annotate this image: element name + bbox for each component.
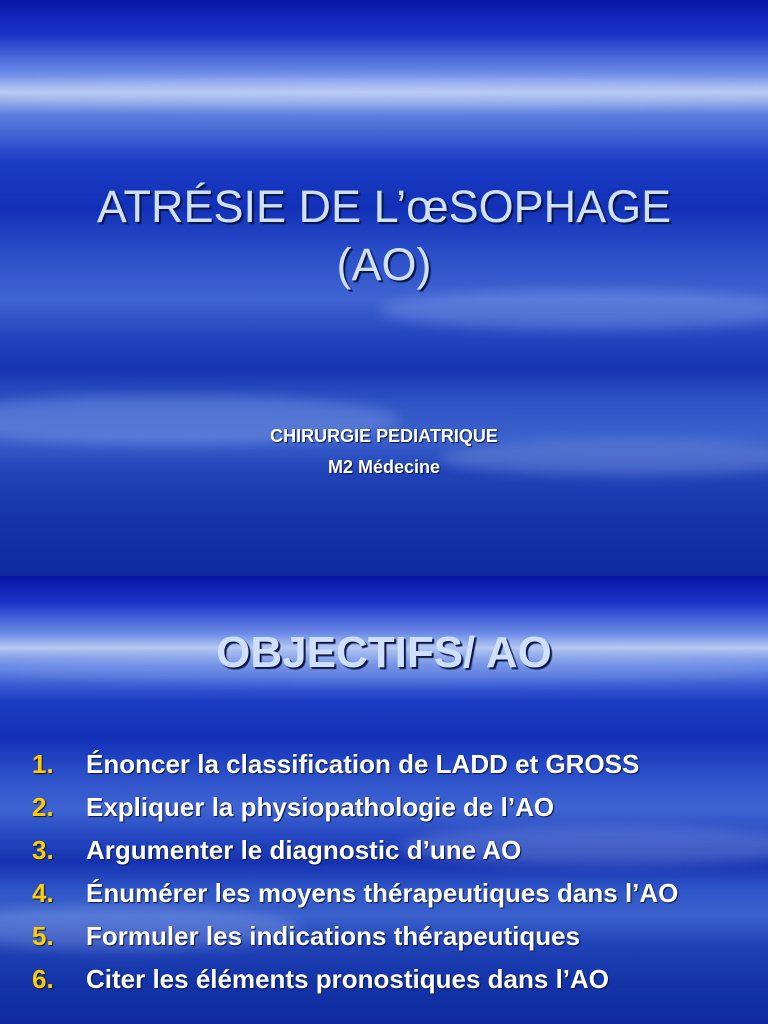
item-text: Énoncer la classification de LADD et GROSS [86,749,640,779]
list-item [32,746,742,782]
list-item [32,875,742,911]
item-number: 2. [32,792,54,822]
item-text: Citer les éléments pronostiques dans l’AO [86,964,610,994]
item-text: Formuler les indications thérapeutiques [86,921,581,951]
subtitle-line-1: CHIRURGIE PEDIATRIQUE [270,426,498,446]
item-number: 5. [32,921,54,951]
objectives-slide [0,576,768,1024]
list-item [32,918,742,954]
slide-title [0,178,768,294]
item-number: 6. [32,964,54,994]
objectives-list [32,746,742,1004]
list-item [32,961,742,997]
item-number: 1. [32,749,54,779]
title-line-2: (AO) [336,239,432,290]
slide-subtitle [0,421,768,483]
item-number: 4. [32,878,54,908]
item-text: Énumérer les moyens thérapeutiques dans l’AO [86,878,679,908]
cloud-streak [380,290,768,330]
list-item [32,832,742,868]
slide-title: OBJECTIFS/ AO [216,628,552,677]
cloud-streak [0,78,768,106]
list-item [32,789,742,825]
item-text: Argumenter le diagnostic d’une AO [86,835,522,865]
item-number: 3. [32,835,54,865]
item-text: Expliquer la physiopathologie de l’AO [86,792,555,822]
subtitle-line-2: M2 Médecine [327,457,441,477]
title-line-1: ATRÉSIE DE L’œSOPHAGE [96,181,672,232]
